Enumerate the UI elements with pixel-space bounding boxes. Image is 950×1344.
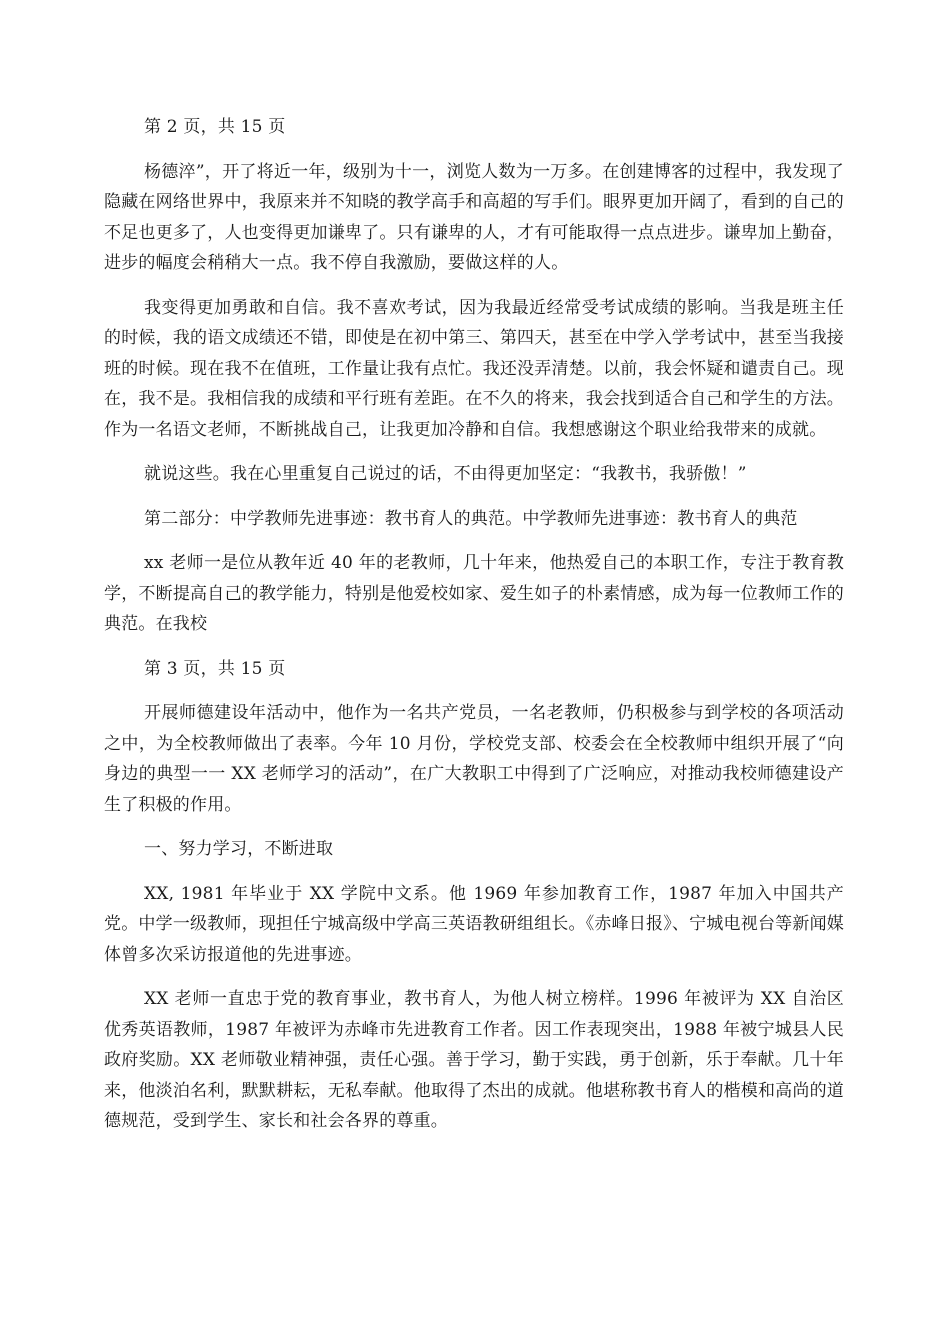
paragraph-closing: 就说这些。我在心里重复自己说过的话，不由得更加坚定：“我教书，我骄傲！” [144,464,747,484]
subsection-heading: 一、努力学习，不断进取 [144,839,334,859]
page-marker: 第 3 页，共 15 页 [144,658,286,679]
section-heading: 第二部分：中学教师先进事迹：教书育人的典范。中学教师先进事迹：教书育人的典范 [144,508,798,529]
paragraph-blog: 杨德淬”，开了将近一年，级别为十一，浏览人数为一万多。在创建博客的过程中，我发现了隐藏在网络世界中，我原来并不知晓的教学高手和高超的写手们。眼界更加开阔了，看到的自己的不足也更多了，人也变得更加谦卑了。只有谦卑的人，才有可能取得一点点进步。谦卑加上勤奋，进步的幅度会稍稍大一点。我不停自我激励，要做这样的人。 [104,161,844,273]
paragraph-confidence: 我变得更加勇敢和自信。我不喜欢考试，因为我最近经常受考试成绩的影响。当我是班主任的时候，我的语文成绩还不错，即使是在初中第三、第四天，甚至在中学入学考试中，甚至当我接班的时候。现在我不在值班，工作量让我有点忙。我还没弄清楚。以前，我会怀疑和谴责自己。现在，我不是。我相信我的成绩和平行班有差距。在不久的将来，我会找到适合自己和学生的方法。作为一名语文老师，不断挑战自己，让我更加冷静和自信。我想感谢这个职业给我带来的成就。 [104,297,844,440]
page-marker: 第 2 页，共 15 页 [144,117,286,137]
paragraph-activity: 开展师德建设年活动中，他作为一名共产党员，一名老教师，仍积极参与到学校的各项活动之中，为全校教师做出了表率。今年 10 月份，学校党支部、校委会在全校教师中组织开展了“向身边的典型一一 XX 老师学习的活动”，在广大教职工中得到了广泛响应，对推动我校师德建设产生了积极的作用。 [104,703,844,815]
paragraph-biography: XX, 1981 年毕业于 XX 学院中文系。他 1969 年参加教育工作，1987 年加入中国共产党。中学一级教师，现担任宁城高级中学高三英语教研组组长。《赤峰日报》、宁城电视台等新闻媒体曾多次采访报道他的先进事迹。 [104,883,844,965]
paragraph-achievements: XX 老师一直忠于党的教育事业，教书育人，为他人树立榜样。1996 年被评为 XX 自治区优秀英语教师，1987 年被评为赤峰市先进教育工作者。因工作表现突出，1988 年被宁城县人民政府奖励。XX 老师敬业精神强，责任心强。善于学习，勤于实践，勇于创新，乐于奉献。几十年来，他淡泊名利，默默耕耘，无私奉献。他取得了杰出的成就。他堪称教书育人的楷模和高尚的道德规范，受到学生、家长和社会各界的尊重。 [104,989,844,1131]
paragraph-teacher-intro: xx 老师一是位从教年近 40 年的老教师，几十年来，他热爱自己的本职工作，专注于教育教学，不断提高自己的教学能力，特别是他爱校如家、爱生如子的朴素情感，成为每一位教师工作的典范。在我校 [104,553,844,634]
document-page [104,112,844,1151]
